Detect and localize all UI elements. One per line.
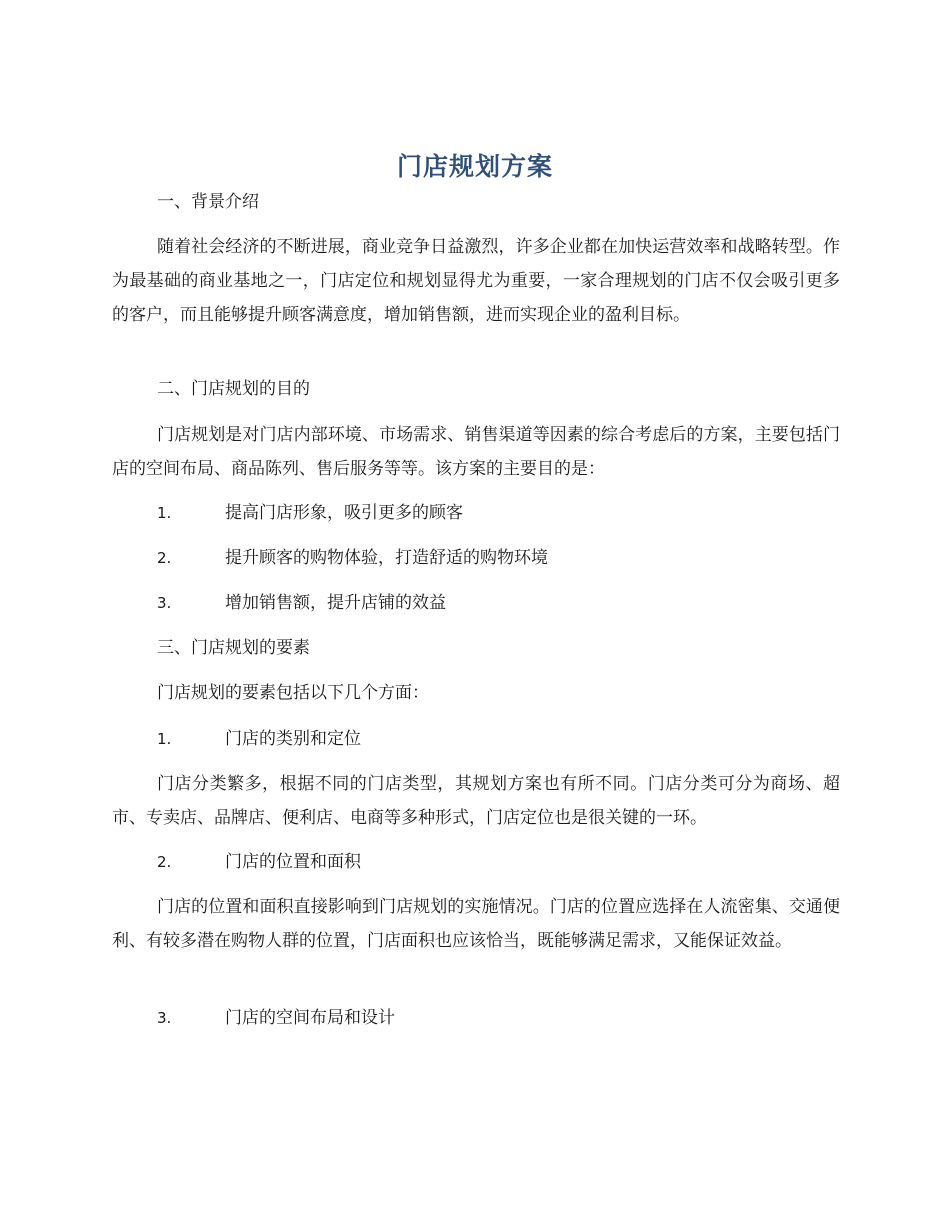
- document-title: 门店规划方案: [396, 152, 553, 181]
- section-heading-elements: 三、门店规划的要素: [157, 638, 310, 658]
- section-heading-purpose: 二、门店规划的目的: [157, 379, 310, 399]
- list-number: 2.: [157, 853, 172, 871]
- list-number: 3.: [157, 594, 172, 612]
- list-text: 门店的空间布局和设计: [225, 1008, 395, 1028]
- section-heading-background: 一、背景介绍: [157, 192, 259, 212]
- list-number: 1.: [157, 730, 172, 748]
- purpose-list-item-1: [157, 496, 463, 530]
- paragraph-purpose: 门店规划是对门店内部环境、市场需求、销售渠道等因素的综合考虑后的方案，主要包括门店的空间布局、商品陈列、售后服务等等。该方案的主要目的是：: [112, 425, 840, 479]
- list-text: 提高门店形象，吸引更多的顾客: [225, 503, 463, 523]
- element-list-item-1: [157, 722, 361, 756]
- purpose-list-item-2: [157, 541, 548, 575]
- list-text: 门店的类别和定位: [225, 729, 361, 749]
- paragraph-background: 随着社会经济的不断进展，商业竞争日益激烈，许多企业都在加快运营效率和战略转型。作为最基础的商业基地之一，门店定位和规划显得尤为重要，一家合理规划的门店不仅会吸引更多的客户，而且能够提升顾客满意度，增加销售额，进而实现企业的盈利目标。: [112, 237, 840, 325]
- list-number: 3.: [157, 1009, 172, 1027]
- paragraph-element-2: 门店的位置和面积直接影响到门店规划的实施情况。门店的位置应选择在人流密集、交通便利、有较多潜在购物人群的位置，门店面积也应该恰当，既能够满足需求，又能保证效益。: [112, 897, 840, 951]
- list-text: 增加销售额，提升店铺的效益: [225, 593, 446, 613]
- paragraph-element-1: 门店分类繁多，根据不同的门店类型，其规划方案也有所不同。门店分类可分为商场、超市、专卖店、品牌店、便利店、电商等多种形式，门店定位也是很关键的一环。: [112, 774, 840, 828]
- list-text: 提升顾客的购物体验，打造舒适的购物环境: [225, 548, 548, 568]
- element-list-item-2: [157, 845, 361, 879]
- list-number: 1.: [157, 504, 172, 522]
- purpose-list-item-3: [157, 586, 446, 620]
- element-list-item-3: [157, 1001, 395, 1035]
- section-intro-elements: 门店规划的要素包括以下几个方面：: [157, 683, 429, 703]
- list-text: 门店的位置和面积: [225, 852, 361, 872]
- list-number: 2.: [157, 549, 172, 567]
